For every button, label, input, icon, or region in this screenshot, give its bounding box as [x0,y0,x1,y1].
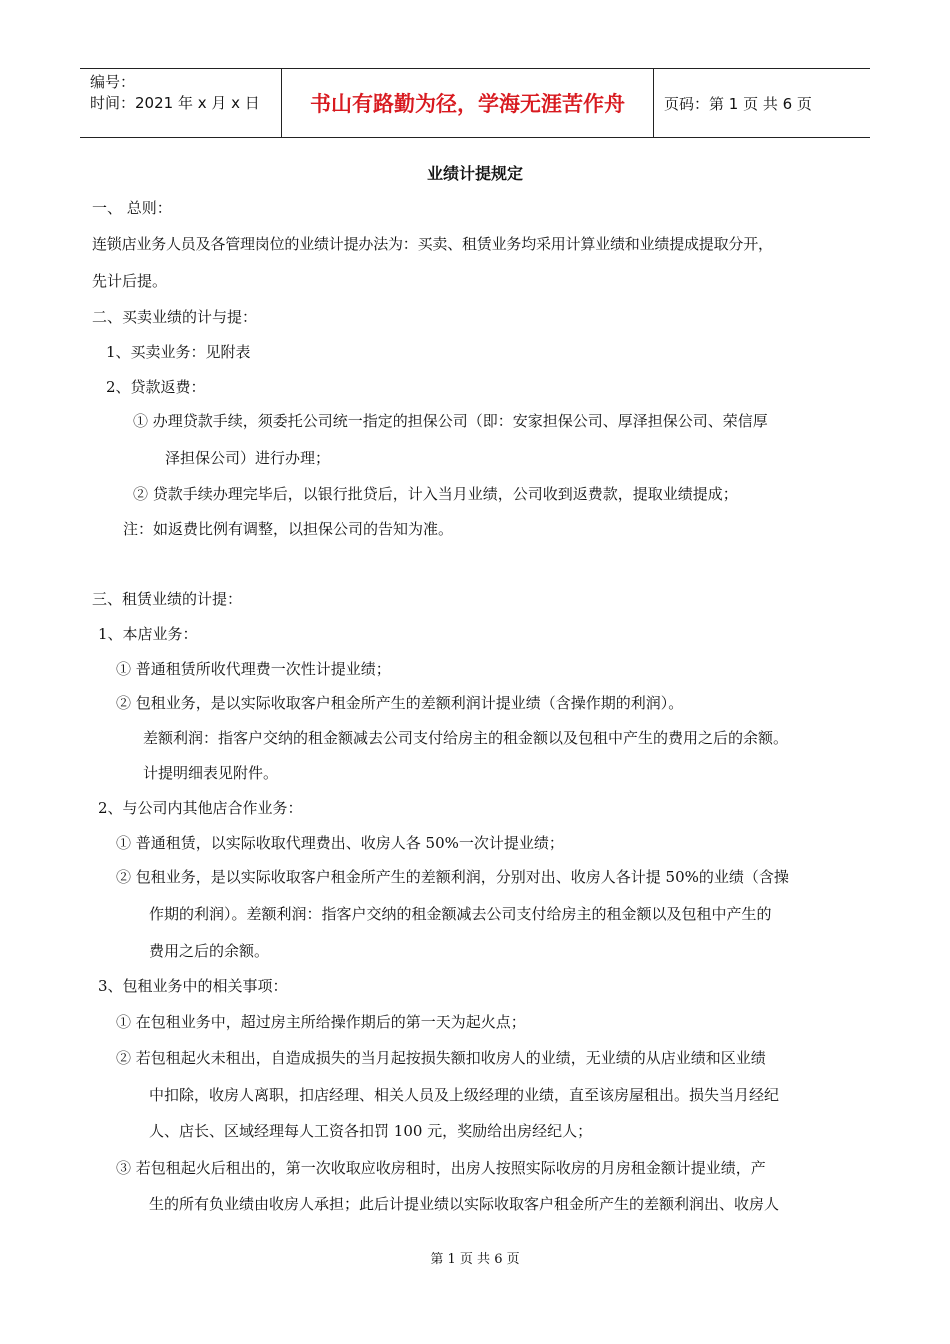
list-item-continuation: 人、店长、区域经理每人工资各扣罚 100 元，奖励给出房经纪人； [149,1122,593,1140]
list-item: 2、贷款返费： [106,378,206,396]
page-info: 页码：第 1 页 共 6 页 [664,94,812,113]
section-heading: 二、买卖业绩的计与提： [92,308,258,326]
paragraph-line: 先计后提。 [92,272,168,290]
list-item: 1、买卖业务：见附表 [106,343,251,361]
list-item: ② 贷款手续办理完毕后，以银行批贷后，计入当月业绩，公司收到返费款，提取业绩提成； [133,485,738,503]
list-item: ① 普通租赁，以实际收取代理费出、收房人各 50%一次计提业绩； [116,834,564,852]
section-heading: 三、租赁业绩的计提： [92,590,243,608]
date-label: 时间：2021 年 x 月 x 日 [90,94,260,112]
section-heading: 一、 总则： [92,199,172,217]
paragraph-line: 连锁店业务人员及各管理岗位的业绩计提办法为：买卖、租赁业务均采用计算业绩和业绩提成提取分开， [92,235,773,253]
header-meta-cell [80,69,282,137]
document-header [80,68,870,138]
list-item: ① 在包租业务中，超过房主所给操作期后的第一天为起火点； [116,1013,526,1031]
list-item-continuation: 生的所有负业绩由收房人承担；此后计提业绩以实际收取客户租金所产生的差额利润出、收房人 [149,1195,780,1213]
motto: 书山有路勤为径，学海无涯苦作舟 [282,69,654,137]
list-item: ② 包租业务，是以实际收取客户租金所产生的差额利润计提业绩（含操作期的利润）。 [116,694,684,712]
page-footer: 第 1 页 共 6 页 [430,1252,520,1267]
list-item: 1、本店业务： [98,625,198,643]
number-label: 编号： [90,73,136,91]
list-item: ① 办理贷款手续，须委托公司统一指定的担保公司（即：安家担保公司、厚泽担保公司、荣信厚 [133,412,768,430]
document-title: 业绩计提规定 [426,164,523,183]
list-item-continuation: 计提明细表见附件。 [143,764,279,782]
list-item: ① 普通租赁所收代理费一次性计提业绩； [116,660,391,678]
list-item-continuation: 差额利润：指客户交纳的租金额减去公司支付给房主的租金额以及包租中产生的费用之后的余额。 [143,729,789,747]
list-item-continuation: 费用之后的余额。 [149,942,270,960]
list-item-continuation: 作期的利润）。差额利润：指客户交纳的租金额减去公司支付给房主的租金额以及包租中产生的 [149,905,772,923]
list-item: ③ 若包租起火后租出的，第一次收取应收房租时，出房人按照实际收房的月房租金额计提业绩，产 [116,1159,766,1177]
list-item-continuation: 中扣除，收房人离职，扣店经理、相关人员及上级经理的业绩，直至该房屋租出。损失当月经纪 [149,1086,780,1104]
list-item: 2、与公司内其他店合作业务： [98,799,303,817]
list-item-continuation: 泽担保公司）进行办理； [165,449,331,467]
note: 注：如返费比例有调整，以担保公司的告知为准。 [123,520,454,538]
list-item: ② 包租业务，是以实际收取客户租金所产生的差额利润，分别对出、收房人各计提 50%的业绩（含操 [116,868,789,886]
list-item: 3、包租业务中的相关事项： [98,977,288,995]
list-item: ② 若包租起火未租出，自造成损失的当月起按损失额扣收房人的业绩，无业绩的从店业绩和区业绩 [116,1049,766,1067]
